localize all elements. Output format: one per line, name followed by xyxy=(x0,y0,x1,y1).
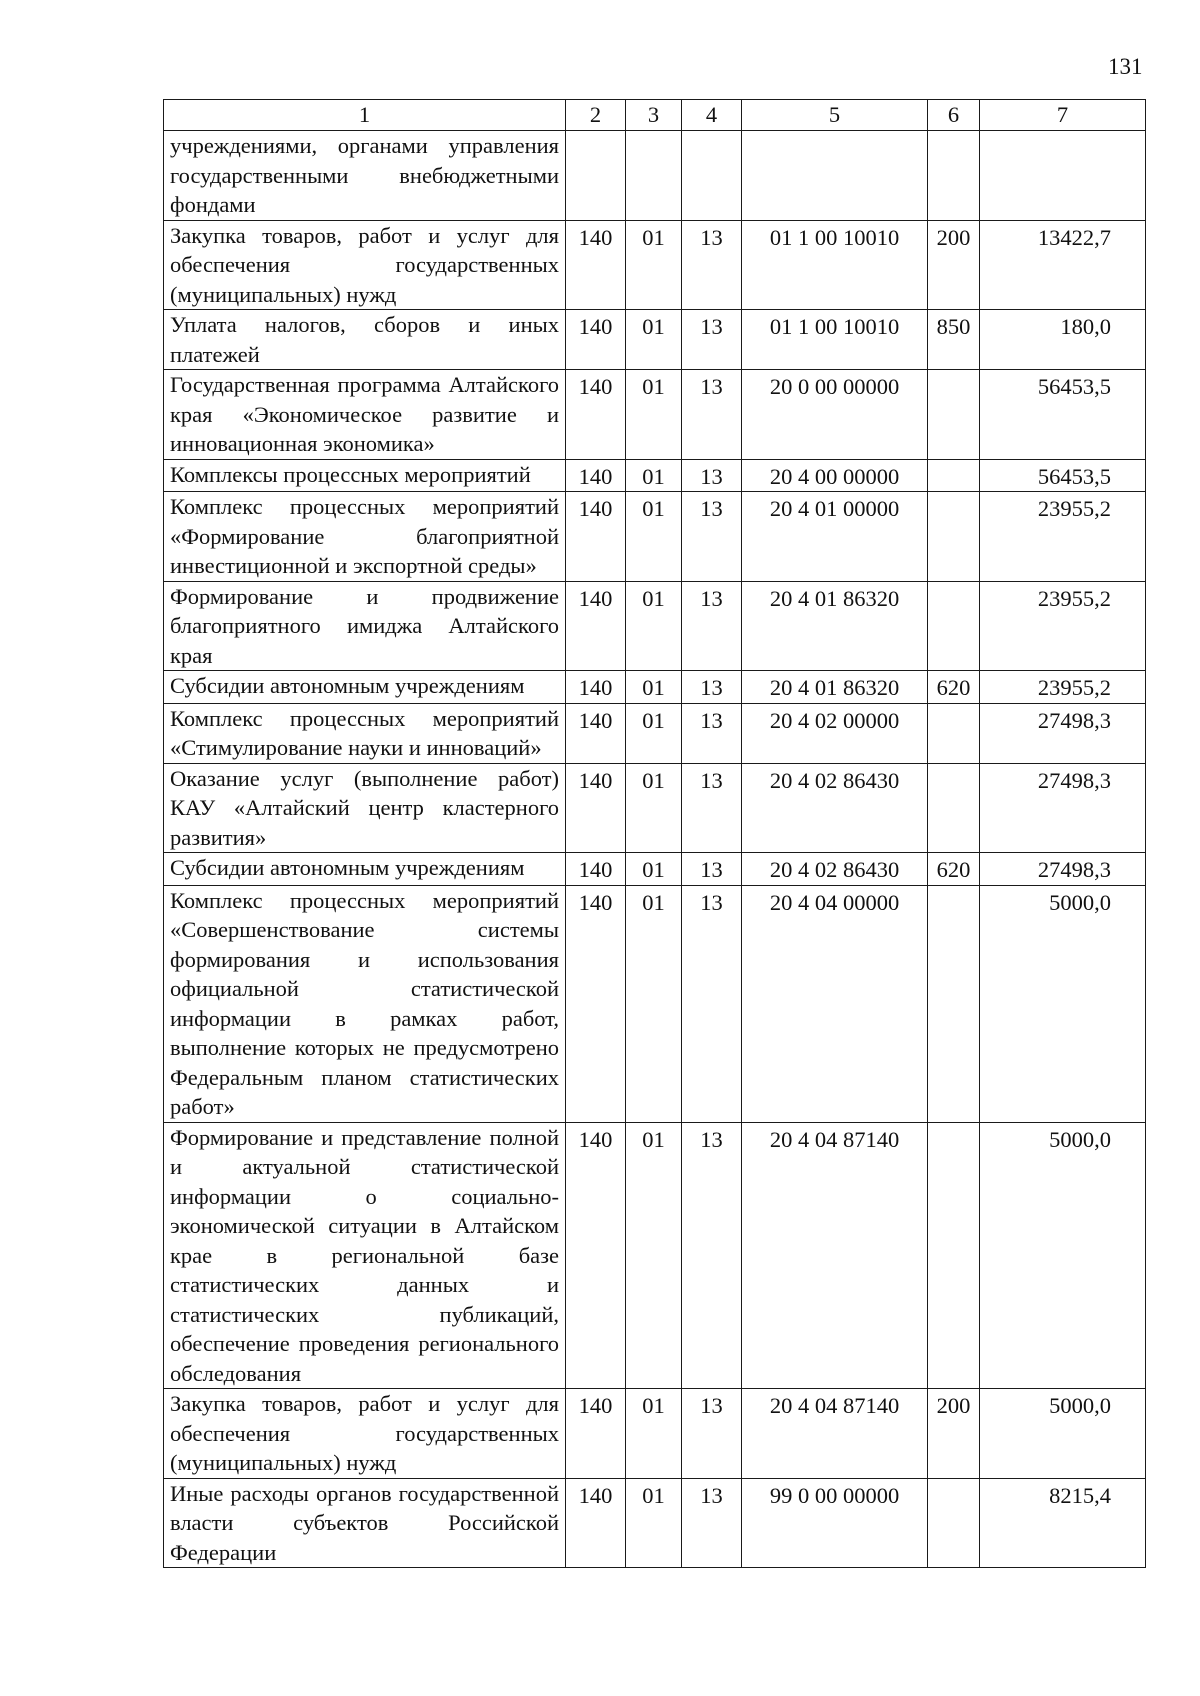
expense-type-cell xyxy=(928,1478,980,1568)
expense-type-cell xyxy=(928,1122,980,1389)
admin-code-cell: 140 xyxy=(566,370,626,460)
row-name-cell: Закупка товаров, работ и услуг для обеспечения государственных (муниципальных) нужд xyxy=(164,1389,566,1479)
admin-code-cell: 140 xyxy=(566,310,626,370)
row-name-cell: Формирование и продвижение благоприятного имиджа Алтайского края xyxy=(164,581,566,671)
target-article-cell: 01 1 00 10010 xyxy=(742,220,928,310)
admin-code-cell: 140 xyxy=(566,1122,626,1389)
header-cell: 3 xyxy=(626,100,682,131)
row-name-cell: Субсидии автономным учреждениям xyxy=(164,853,566,886)
admin-code-cell: 140 xyxy=(566,853,626,886)
row-name-cell: Комплекс процессных мероприятий «Стимулирование науки и инноваций» xyxy=(164,703,566,763)
table-row xyxy=(164,459,1146,492)
amount-cell: 27498,3 xyxy=(980,703,1146,763)
section-cell: 01 xyxy=(626,885,682,1122)
subsection-cell: 13 xyxy=(682,492,742,582)
section-cell: 01 xyxy=(626,853,682,886)
target-article-cell: 20 4 01 86320 xyxy=(742,671,928,704)
budget-table xyxy=(163,99,1146,1568)
amount-cell: 13422,7 xyxy=(980,220,1146,310)
amount-cell: 27498,3 xyxy=(980,763,1146,853)
amount-cell: 23955,2 xyxy=(980,581,1146,671)
amount-cell: 23955,2 xyxy=(980,671,1146,704)
row-name-cell: Уплата налогов, сборов и иных платежей xyxy=(164,310,566,370)
amount-cell: 56453,5 xyxy=(980,370,1146,460)
amount-cell: 180,0 xyxy=(980,310,1146,370)
admin-code-cell xyxy=(566,131,626,221)
admin-code-cell: 140 xyxy=(566,703,626,763)
admin-code-cell: 140 xyxy=(566,1478,626,1568)
row-name-cell: Закупка товаров, работ и услуг для обеспечения государственных (муниципальных) нужд xyxy=(164,220,566,310)
section-cell: 01 xyxy=(626,1478,682,1568)
target-article-cell: 20 4 04 87140 xyxy=(742,1122,928,1389)
header-cell: 5 xyxy=(742,100,928,131)
subsection-cell: 13 xyxy=(682,671,742,704)
section-cell: 01 xyxy=(626,492,682,582)
admin-code-cell: 140 xyxy=(566,220,626,310)
target-article-cell: 99 0 00 00000 xyxy=(742,1478,928,1568)
row-name-cell: Иные расходы органов государственной власти субъектов Российской Федерации xyxy=(164,1478,566,1568)
subsection-cell: 13 xyxy=(682,853,742,886)
amount-cell: 27498,3 xyxy=(980,853,1146,886)
row-name-cell: Комплекс процессных мероприятий «Совершенствование системы формирования и использования официальной статистической информации в рамках работ, выполнение которых не предусмотрено Федеральным планом статистических работ» xyxy=(164,885,566,1122)
target-article-cell: 20 4 02 86430 xyxy=(742,853,928,886)
table-row xyxy=(164,370,1146,460)
amount-cell: 5000,0 xyxy=(980,885,1146,1122)
expense-type-cell xyxy=(928,370,980,460)
subsection-cell: 13 xyxy=(682,1478,742,1568)
target-article-cell: 20 4 01 86320 xyxy=(742,581,928,671)
expense-type-cell: 200 xyxy=(928,1389,980,1479)
section-cell: 01 xyxy=(626,459,682,492)
amount-cell xyxy=(980,131,1146,221)
expense-type-cell xyxy=(928,131,980,221)
subsection-cell: 13 xyxy=(682,763,742,853)
table-header-row xyxy=(164,100,1146,131)
section-cell: 01 xyxy=(626,1389,682,1479)
row-name-cell: Субсидии автономным учреждениям xyxy=(164,671,566,704)
target-article-cell: 20 4 02 86430 xyxy=(742,763,928,853)
admin-code-cell: 140 xyxy=(566,671,626,704)
expense-type-cell: 620 xyxy=(928,671,980,704)
expense-type-cell: 620 xyxy=(928,853,980,886)
table-row xyxy=(164,131,1146,221)
header-cell: 2 xyxy=(566,100,626,131)
section-cell xyxy=(626,131,682,221)
table-row xyxy=(164,492,1146,582)
amount-cell: 5000,0 xyxy=(980,1122,1146,1389)
amount-cell: 23955,2 xyxy=(980,492,1146,582)
subsection-cell: 13 xyxy=(682,220,742,310)
admin-code-cell: 140 xyxy=(566,581,626,671)
section-cell: 01 xyxy=(626,310,682,370)
target-article-cell: 20 4 04 87140 xyxy=(742,1389,928,1479)
expense-type-cell xyxy=(928,703,980,763)
subsection-cell: 13 xyxy=(682,581,742,671)
table-row xyxy=(164,581,1146,671)
expense-type-cell xyxy=(928,459,980,492)
target-article-cell: 20 4 00 00000 xyxy=(742,459,928,492)
section-cell: 01 xyxy=(626,581,682,671)
expense-type-cell xyxy=(928,763,980,853)
target-article-cell: 20 4 04 00000 xyxy=(742,885,928,1122)
subsection-cell: 13 xyxy=(682,1389,742,1479)
expense-type-cell: 850 xyxy=(928,310,980,370)
table-body xyxy=(164,131,1146,1568)
expense-type-cell xyxy=(928,885,980,1122)
target-article-cell: 20 4 02 00000 xyxy=(742,703,928,763)
table-row xyxy=(164,703,1146,763)
table-row xyxy=(164,1478,1146,1568)
row-name-cell: Оказание услуг (выполнение работ) КАУ «Алтайский центр кластерного развития» xyxy=(164,763,566,853)
table-row xyxy=(164,763,1146,853)
table-row xyxy=(164,853,1146,886)
header-cell: 1 xyxy=(164,100,566,131)
table-row xyxy=(164,220,1146,310)
table-row xyxy=(164,1122,1146,1389)
admin-code-cell: 140 xyxy=(566,1389,626,1479)
section-cell: 01 xyxy=(626,671,682,704)
section-cell: 01 xyxy=(626,763,682,853)
table-row xyxy=(164,671,1146,704)
table-row xyxy=(164,885,1146,1122)
target-article-cell: 20 4 01 00000 xyxy=(742,492,928,582)
admin-code-cell: 140 xyxy=(566,885,626,1122)
section-cell: 01 xyxy=(626,1122,682,1389)
amount-cell: 8215,4 xyxy=(980,1478,1146,1568)
admin-code-cell: 140 xyxy=(566,763,626,853)
header-cell: 7 xyxy=(980,100,1146,131)
amount-cell: 5000,0 xyxy=(980,1389,1146,1479)
header-cell: 6 xyxy=(928,100,980,131)
section-cell: 01 xyxy=(626,703,682,763)
subsection-cell: 13 xyxy=(682,459,742,492)
expense-type-cell xyxy=(928,581,980,671)
amount-cell: 56453,5 xyxy=(980,459,1146,492)
subsection-cell: 13 xyxy=(682,370,742,460)
subsection-cell: 13 xyxy=(682,1122,742,1389)
subsection-cell xyxy=(682,131,742,221)
row-name-cell: Формирование и представление полной и актуальной статистической информации о социально-экономической ситуации в Алтайском крае в региональной базе статистических данных и статистических публикаций, обеспечение проведения регионального обследования xyxy=(164,1122,566,1389)
expense-type-cell xyxy=(928,492,980,582)
row-name-cell: Комплексы процессных мероприятий xyxy=(164,459,566,492)
row-name-cell: Комплекс процессных мероприятий «Формирование благоприятной инвестиционной и экспортной среды» xyxy=(164,492,566,582)
subsection-cell: 13 xyxy=(682,703,742,763)
table-row xyxy=(164,310,1146,370)
subsection-cell: 13 xyxy=(682,885,742,1122)
section-cell: 01 xyxy=(626,370,682,460)
section-cell: 01 xyxy=(626,220,682,310)
target-article-cell xyxy=(742,131,928,221)
page-number: 131 xyxy=(1108,54,1143,79)
target-article-cell: 01 1 00 10010 xyxy=(742,310,928,370)
admin-code-cell: 140 xyxy=(566,492,626,582)
admin-code-cell: 140 xyxy=(566,459,626,492)
expense-type-cell: 200 xyxy=(928,220,980,310)
table-row xyxy=(164,1389,1146,1479)
subsection-cell: 13 xyxy=(682,310,742,370)
target-article-cell: 20 0 00 00000 xyxy=(742,370,928,460)
row-name-cell: учреждениями, органами управления государственными внебюджетными фондами xyxy=(164,131,566,221)
row-name-cell: Государственная программа Алтайского края «Экономическое развитие и инновационная экономика» xyxy=(164,370,566,460)
header-cell: 4 xyxy=(682,100,742,131)
